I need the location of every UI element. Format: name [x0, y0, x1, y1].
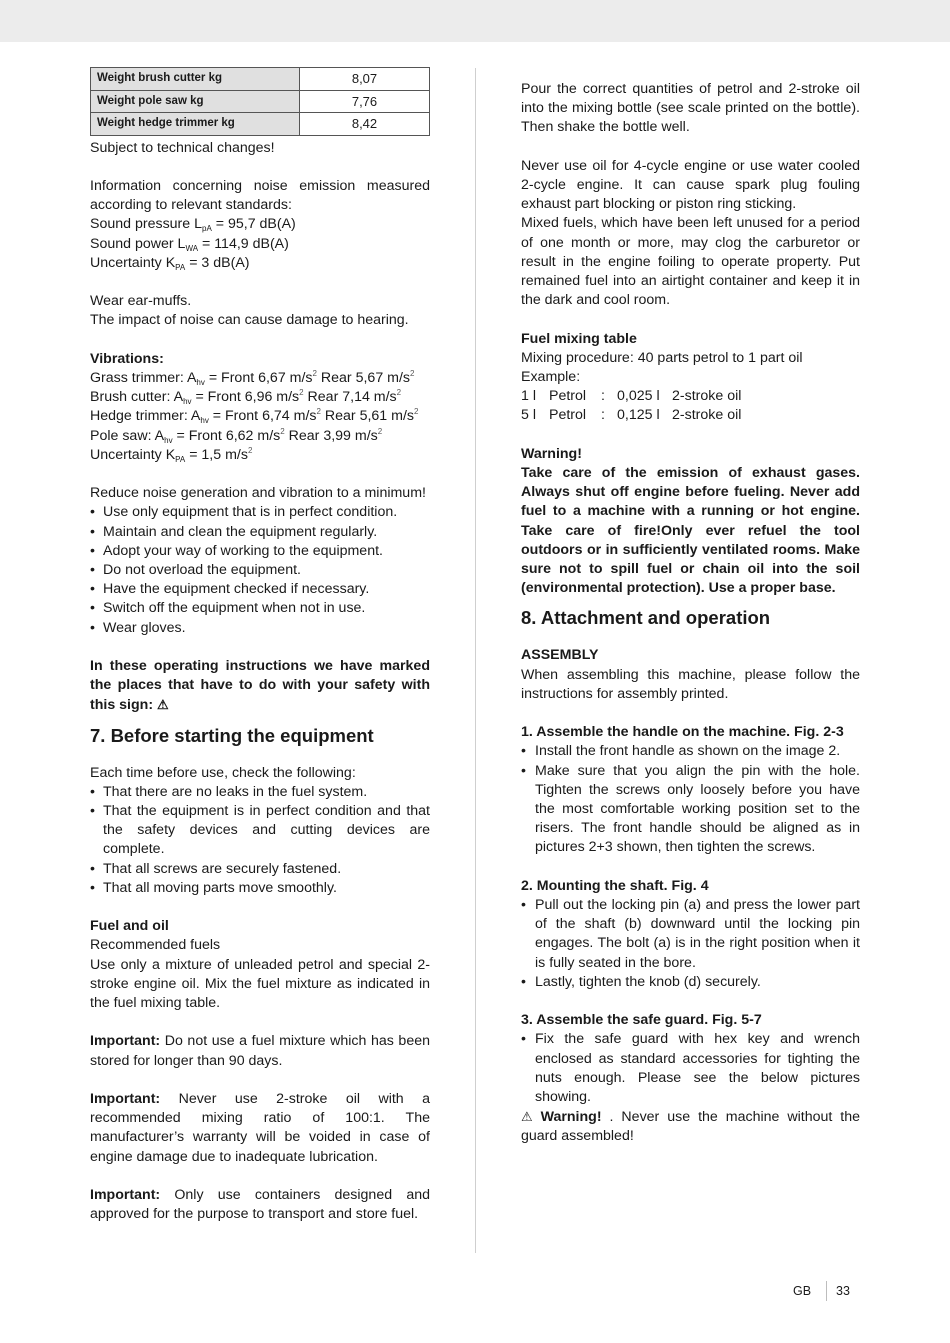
list-item: • Do not overload the equipment.	[90, 561, 430, 580]
section-7-heading: 7. Before starting the equipment	[90, 724, 374, 746]
top-bar	[0, 0, 950, 42]
subject-note: Subject to technical changes!	[90, 139, 275, 156]
noise-impact: The impact of noise can cause damage to hearing.	[90, 312, 409, 329]
column-divider	[475, 68, 476, 1253]
left-column	[90, 67, 430, 1224]
check-list	[90, 783, 430, 898]
sound-power: Sound power $L_{WA} = 114,9$ dB(A)	[90, 235, 289, 253]
list-item: • Make sure that you align the pin with the hole. Tighten the screws only loosely before you have the most comfortable working position set to the risers. The front handle should be aligned as in pictures 2+3 shown, then tighten the screws.	[521, 762, 860, 858]
wear-ear-muffs: Wear ear-muffs.	[90, 293, 192, 310]
list-item: • That all screws are securely fastened.	[90, 860, 430, 879]
table-cell-value: 8,07	[300, 68, 430, 91]
table-cell-value: 8,42	[300, 113, 430, 136]
vibration-grass-trimmer: Grass trimmer: $A_{hv}$ = Front 6,67 $m/s^2$ Rear 5,67 $m/s^2$	[90, 368, 415, 387]
step-2-heading: 2. Mounting the shaft. Fig. 4	[521, 877, 709, 894]
table-row	[91, 90, 430, 113]
example-label: Example:	[521, 369, 581, 386]
warning-text: Take care of the emission of exhaust gases. Always shut off engine before fueling. Never add fuel to a machine with a running or hot engine. Take care of fire!Only ever refuel the tool outdoors or in sufficiently ventilated rooms. Make sure not to spill fuel or chain oil into the soil (environmental protection). Use a proper base.	[521, 465, 860, 597]
language-code: GB	[793, 1284, 812, 1298]
table-row	[91, 68, 430, 91]
pour-text: Pour the correct quantities of petrol and 2-stroke oil into the mixing bottle (see scale printed on the bottle). Then shake the bottle well.	[521, 81, 860, 136]
vibrations-heading: Vibrations:	[90, 350, 164, 367]
step-1-list	[521, 742, 860, 857]
list-item: • Have the equipment checked if necessary.	[90, 580, 430, 599]
reduce-list	[90, 503, 430, 637]
important-note-3: Important: Only use containers designed and approved for the purpose to transport and store fuel.	[90, 1186, 430, 1223]
list-item: • That the equipment is in perfect condition and that the safety devices and cutting devices are complete.	[90, 802, 430, 860]
right-column	[521, 80, 860, 1147]
list-item: • Pull out the locking pin (a) and press the lower part of the shaft (b) downward until the locking pin engages. The bolt (a) is in the right position when it is fully seated in the bore.	[521, 896, 860, 973]
vibration-brush-cutter: Brush cutter: $A_{hv}$ = Front 6,96 $m/s^2$ Rear 7,14 $m/s^2$	[90, 388, 402, 407]
fuel-oil-heading: Fuel and oil	[90, 918, 169, 935]
list-item: • That all moving parts move smoothly.	[90, 879, 430, 898]
list-item: • Switch off the equipment when not in use.	[90, 599, 430, 618]
list-item: • Wear gloves.	[90, 619, 430, 638]
important-note-2: Important: Never use 2-stroke oil with a recommended mixing ratio of 100:1. The manufacturer’s warranty will be voided in case of engine damage due to inadequate lubrication.	[90, 1090, 430, 1165]
mix-row: 1 l Petrol : 0,025 l 2-stroke oil	[521, 388, 742, 405]
fuel-text: Use only a mixture of unleaded petrol and special 2-stroke engine oil. Mix the fuel mixture as indicated in the fuel mixing table.	[90, 956, 430, 1011]
table-row	[91, 113, 430, 136]
mixed-fuels-text: Mixed fuels, which have been left unused for a period of one month or more, may clog the carburetor or result in the engine foiling to operate property. Put remained fuel into an airtight container and keep it in the dark and cool room.	[521, 215, 860, 309]
list-item: • That there are no leaks in the fuel system.	[90, 783, 430, 802]
table-cell-value: 7,76	[300, 90, 430, 113]
vibration-hedge-trimmer: Hedge trimmer: $A_{hv}$ = Front 6,74 $m/s^2$ Rear 5,61 $m/s^2$	[90, 407, 419, 426]
list-item: • Maintain and clean the equipment regularly.	[90, 523, 430, 542]
table-cell-label: Weight brush cutter kg	[91, 68, 300, 91]
uncertainty-k: Uncertainty $K_{PA} = 3$ dB(A)	[90, 254, 250, 272]
list-item: • Adopt your way of working to the equipment.	[90, 542, 430, 561]
weight-table	[90, 67, 430, 136]
warning-triangle-icon: ⚠	[521, 1109, 533, 1125]
list-item: • Install the front handle as shown on the image 2.	[521, 742, 860, 761]
important-note-1: Important: Do not use a fuel mixture which has been stored for longer than 90 days.	[90, 1033, 430, 1069]
list-item: • Use only equipment that is in perfect condition.	[90, 503, 430, 522]
vibration-uncertainty: Uncertainty $K_{PA} = 1,5$ $m/s^2$	[90, 445, 253, 464]
step-3-list	[521, 1030, 860, 1107]
final-warning: ⚠ Warning! . Never use the machine without the guard assembled!	[521, 1109, 860, 1145]
noise-intro: Information concerning noise emission measured according to relevant standards:	[90, 177, 430, 214]
mixing-procedure: Mixing procedure: 40 parts petrol to 1 part oil	[521, 349, 803, 366]
vibration-pole-saw: Pole saw: $A_{hv}$ = Front 6,62 $m/s^2$ Rear 3,99 $m/s^2$	[90, 426, 383, 445]
assembly-heading: ASSEMBLY	[521, 647, 599, 664]
reduce-heading: Reduce noise generation and vibration to a minimum!	[90, 485, 426, 502]
warning-label: Warning!	[521, 445, 582, 462]
check-intro: Each time before use, check the following:	[90, 764, 356, 781]
fuel-table-heading: Fuel mixing table	[521, 330, 637, 347]
page-number: 33	[836, 1284, 850, 1298]
sound-pressure: Sound pressure $L_{pA} = 95,7$ dB(A)	[90, 216, 296, 234]
mix-row: 5 l Petrol : 0,125 l 2-stroke oil	[521, 407, 742, 424]
never-text: Never use oil for 4-cycle engine or use water cooled 2-cycle engine. It can cause spark plug fouling exhaust part blocking or piston ring sticking.	[521, 157, 860, 213]
table-cell-label: Weight pole saw kg	[91, 90, 300, 113]
footer-divider	[826, 1281, 827, 1301]
recommended-fuels: Recommended fuels	[90, 937, 221, 954]
assembly-text: When assembling this machine, please follow the instructions for assembly printed.	[521, 666, 860, 702]
step-2-list	[521, 896, 860, 992]
warning-triangle-icon: ⚠	[157, 697, 169, 713]
section-8-heading: 8. Attachment and operation	[521, 607, 771, 629]
step-1-heading: 1. Assemble the handle on the machine. Fig. 2-3	[521, 724, 844, 741]
table-cell-label: Weight hedge trimmer kg	[91, 113, 300, 136]
safety-sign-note: In these operating instructions we have marked the places that have to do with your safety with this sign: ⚠	[90, 657, 430, 714]
list-item: • Lastly, tighten the knob (d) securely.	[521, 973, 860, 992]
step-3-heading: 3. Assemble the safe guard. Fig. 5-7	[521, 1012, 762, 1029]
list-item: • Fix the safe guard with hex key and wrench enclosed as standard accessories for tighting the nuts enough. Please see the below pictures showing.	[521, 1030, 860, 1107]
